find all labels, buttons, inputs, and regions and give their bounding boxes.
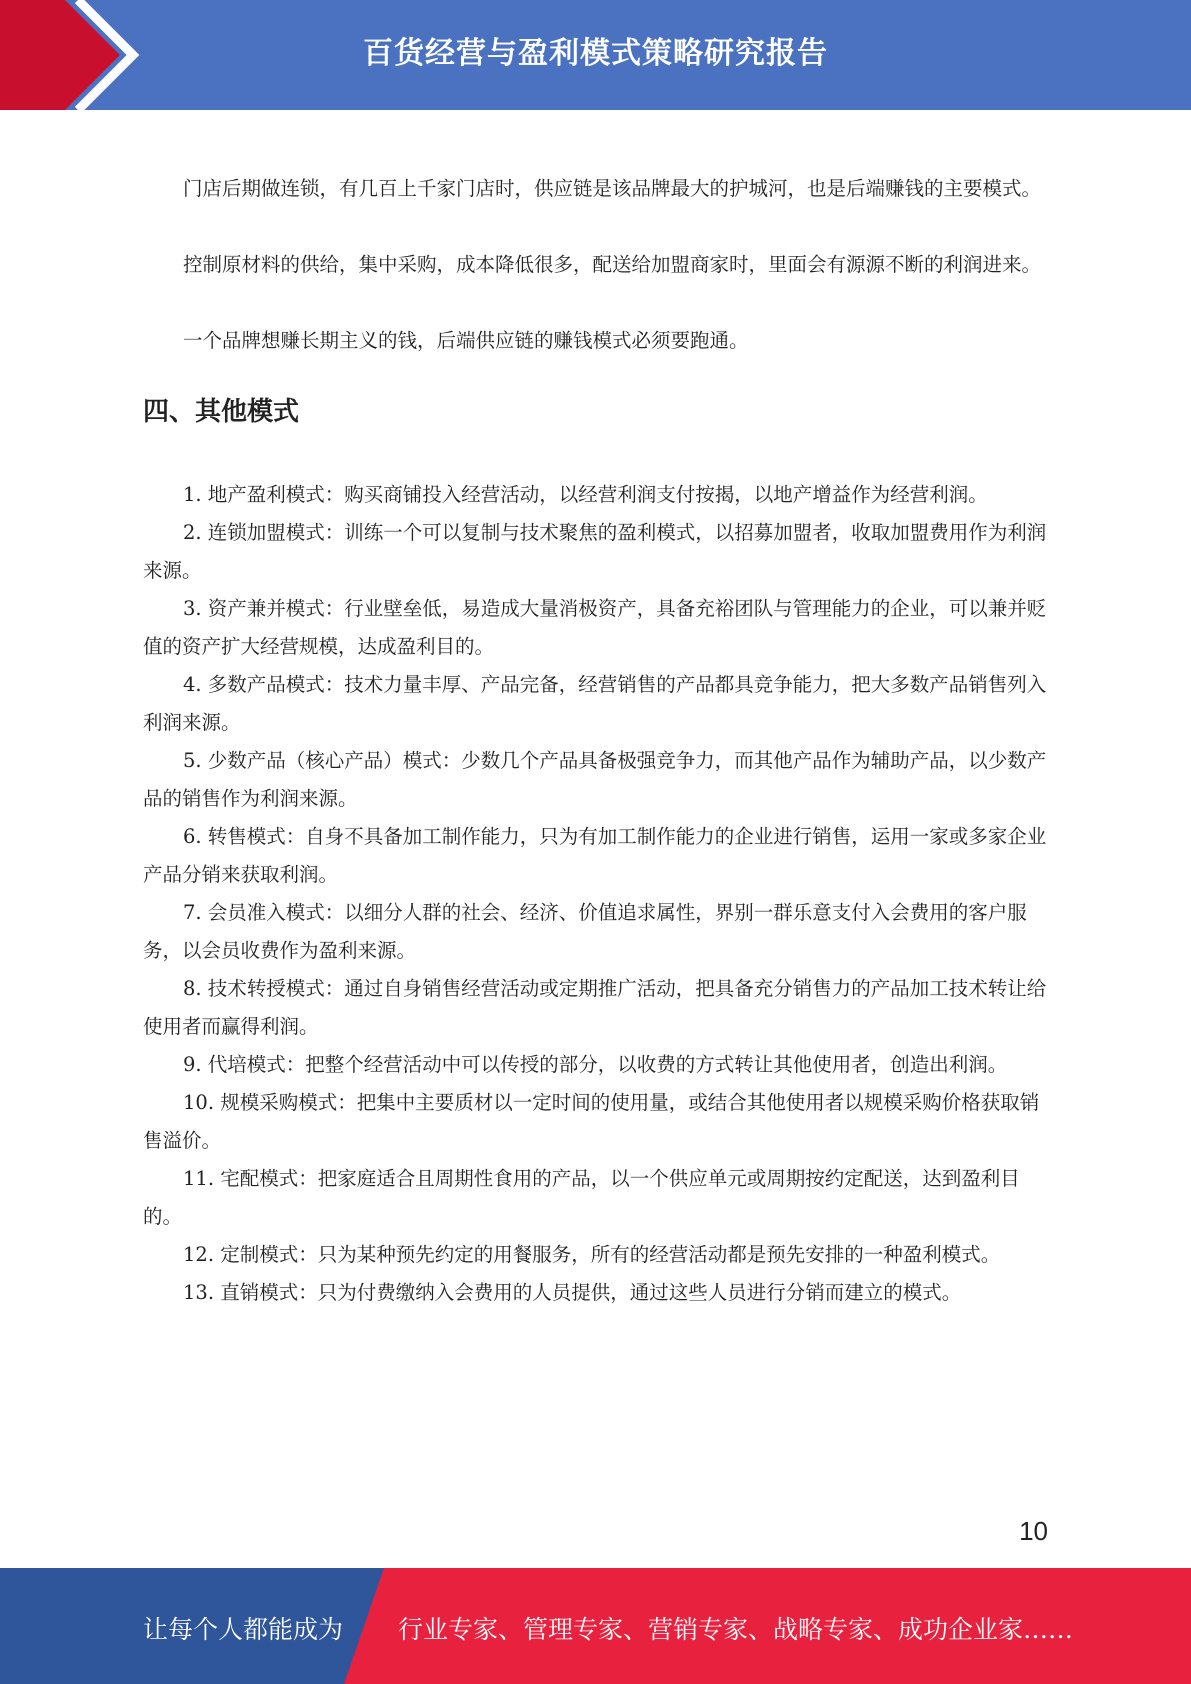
paragraph: 一个品牌想赚长期主义的钱，后端供应链的赚钱模式必须要跑通。 [183, 329, 749, 352]
header-bar [0, 0, 1191, 110]
footer-slogan-left: 让每个人都能成为 [143, 1615, 344, 1644]
footer-banner [0, 1568, 1191, 1684]
section-heading: 四、其他模式 [143, 397, 300, 427]
paragraph: 控制原材料的供给，集中采购，成本降低很多，配送给加盟商家时，里面会有源源不断的利润进来。 [183, 253, 1042, 276]
list-item: 10. 规模采购模式：把集中主要质材以一定时间的使用量，或结合其他使用者以规模采购价格获取销售溢价。 [143, 1091, 1040, 1152]
list-item: 12. 定制模式：只为某种预先约定的用餐服务，所有的经营活动都是预先安排的一种盈利模式。 [183, 1243, 1001, 1266]
list-item: 11. 宅配模式：把家庭适合且周期性食用的产品，以一个供应单元或周期按约定配送，达到盈利目的。 [143, 1167, 1020, 1228]
list-item: 3. 资产兼并模式：行业壁垒低，易造成大量消极资产，具备充裕团队与管理能力的企业，可以兼并贬值的资产扩大经营规模，达成盈利目的。 [143, 597, 1047, 658]
list-item: 1. 地产盈利模式：购买商铺投入经营活动，以经营利润支付按揭，以地产增益作为经营利润。 [183, 483, 988, 506]
document-body [143, 170, 1048, 1312]
list-item: 5. 少数产品（核心产品）模式：少数几个产品具备极强竞争力，而其他产品作为辅助产品，以少数产品的销售作为利润来源。 [143, 749, 1047, 810]
list-item: 2. 连锁加盟模式：训练一个可以复制与技术聚焦的盈利模式，以招募加盟者，收取加盟费用作为利润来源。 [143, 521, 1047, 582]
paragraph: 门店后期做连锁，有几百上千家门店时，供应链是该品牌最大的护城河，也是后端赚钱的主要模式。 [183, 177, 1042, 200]
list-item: 6. 转售模式：自身不具备加工制作能力，只为有加工制作能力的企业进行销售，运用一家或多家企业产品分销来获取利润。 [143, 825, 1047, 886]
list-item: 4. 多数产品模式：技术力量丰厚、产品完备，经营销售的产品都具竞争能力，把大多数产品销售列入利润来源。 [143, 673, 1047, 734]
footer-slogan-right: 行业专家、管理专家、营销专家、战略专家、成功企业家…… [398, 1615, 1074, 1644]
header-arrow-decoration [0, 0, 160, 110]
list-item: 9. 代培模式：把整个经营活动中可以传授的部分，以收费的方式转让其他使用者，创造出利润。 [183, 1053, 1008, 1076]
list-item: 7. 会员准入模式：以细分人群的社会、经济、价值追求属性，界别一群乐意支付入会费用的客户服务，以会员收费作为盈利来源。 [143, 901, 1027, 962]
list-item: 8. 技术转授模式：通过自身销售经营活动或定期推广活动，把具备充分销售力的产品加工技术转让给使用者而赢得利润。 [143, 977, 1047, 1038]
list-item: 13. 直销模式：只为付费缴纳入会费用的人员提供，通过这些人员进行分销而建立的模式。 [183, 1281, 962, 1304]
page-number: 10 [1019, 1516, 1048, 1546]
document-title: 百货经营与盈利模式策略研究报告 [363, 36, 828, 71]
